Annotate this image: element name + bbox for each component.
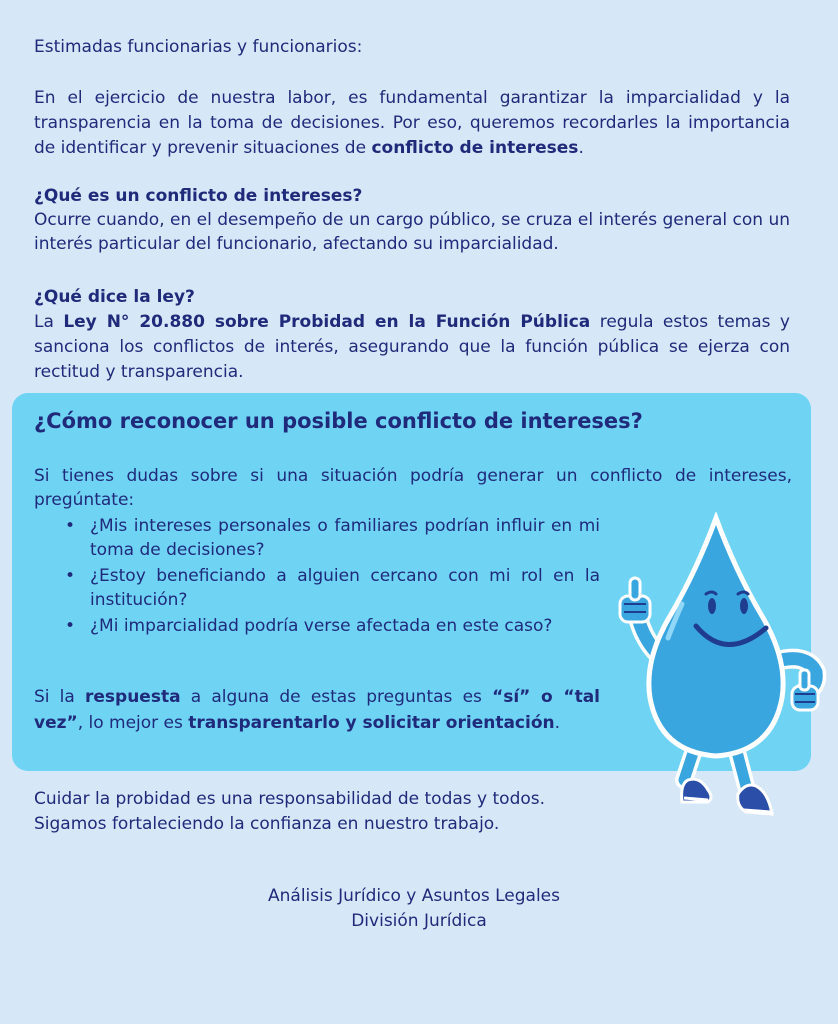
box-intro: Si tienes dudas sobre si una situación podría generar un conflicto de intereses, pregúntate:: [34, 466, 792, 510]
section-what-law-says: [34, 285, 790, 385]
list-item: • ¿Mis intereses personales o familiares podrían influir en mi toma de decisiones?: [34, 514, 600, 562]
answer-text: , lo mejor es: [77, 713, 189, 733]
answer-text: a alguna de estas preguntas es: [180, 687, 493, 707]
law-pre: La: [34, 312, 64, 332]
answer-bold: transparentarlo y solicitar orientación: [188, 713, 555, 733]
intro-text: En el ejercicio de nuestra labor, es fundamental garantizar la imparcialidad y la transparencia en la toma de decisiones. Por eso, queremos recordarles la importancia de identificar y prevenir situaciones de: [34, 88, 790, 158]
box-title: ¿Cómo reconocer un posible conflicto de intereses?: [34, 409, 643, 433]
law-post: regula estos temas y sanciona los conflictos de interés, asegurando que la función pública se ejerza con rectitud y transparencia.: [34, 312, 790, 382]
list-item: • ¿Estoy beneficiando a alguien cercano con mi rol en la institución?: [34, 564, 600, 612]
signature: [0, 884, 838, 934]
section-body: Ocurre cuando, en el desempeño de un cargo público, se cruza el interés general con un interés particular del funcionario, afectando su imparcialidad.: [34, 210, 790, 254]
greeting: Estimadas funcionarias y funcionarios:: [34, 37, 363, 57]
closing-line: Sigamos fortaleciendo la confianza en nuestro trabajo.: [34, 814, 500, 834]
closing-paragraph: [34, 787, 545, 837]
intro-bold-term: conflicto de intereses: [371, 138, 579, 158]
answer-text: Si la: [34, 687, 85, 707]
section-heading: ¿Qué es un conflicto de intereses?: [34, 186, 363, 206]
answer-bold: respuesta: [85, 687, 181, 707]
intro-end: .: [578, 138, 584, 158]
law-name: Ley N° 20.880 sobre Probidad en la Función Pública: [63, 312, 591, 332]
section-what-is-conflict: [34, 184, 790, 256]
water-drop-mascot-icon: [596, 512, 836, 832]
answer-bold: “sí” o “tal vez”: [34, 687, 601, 733]
answer-text: .: [554, 713, 561, 733]
question-list: [34, 514, 600, 640]
signature-division: División Jurídica: [351, 911, 487, 931]
closing-line: Cuidar la probidad es una responsabilidad de todas y todos.: [34, 789, 546, 809]
list-item: • ¿Mi imparcialidad podría verse afectada en este caso?: [34, 614, 600, 638]
intro-paragraph: [34, 86, 790, 161]
box-answer: [34, 684, 600, 736]
signature-department: Análisis Jurídico y Asuntos Legales: [268, 886, 560, 906]
section-heading: ¿Qué dice la ley?: [34, 287, 195, 307]
